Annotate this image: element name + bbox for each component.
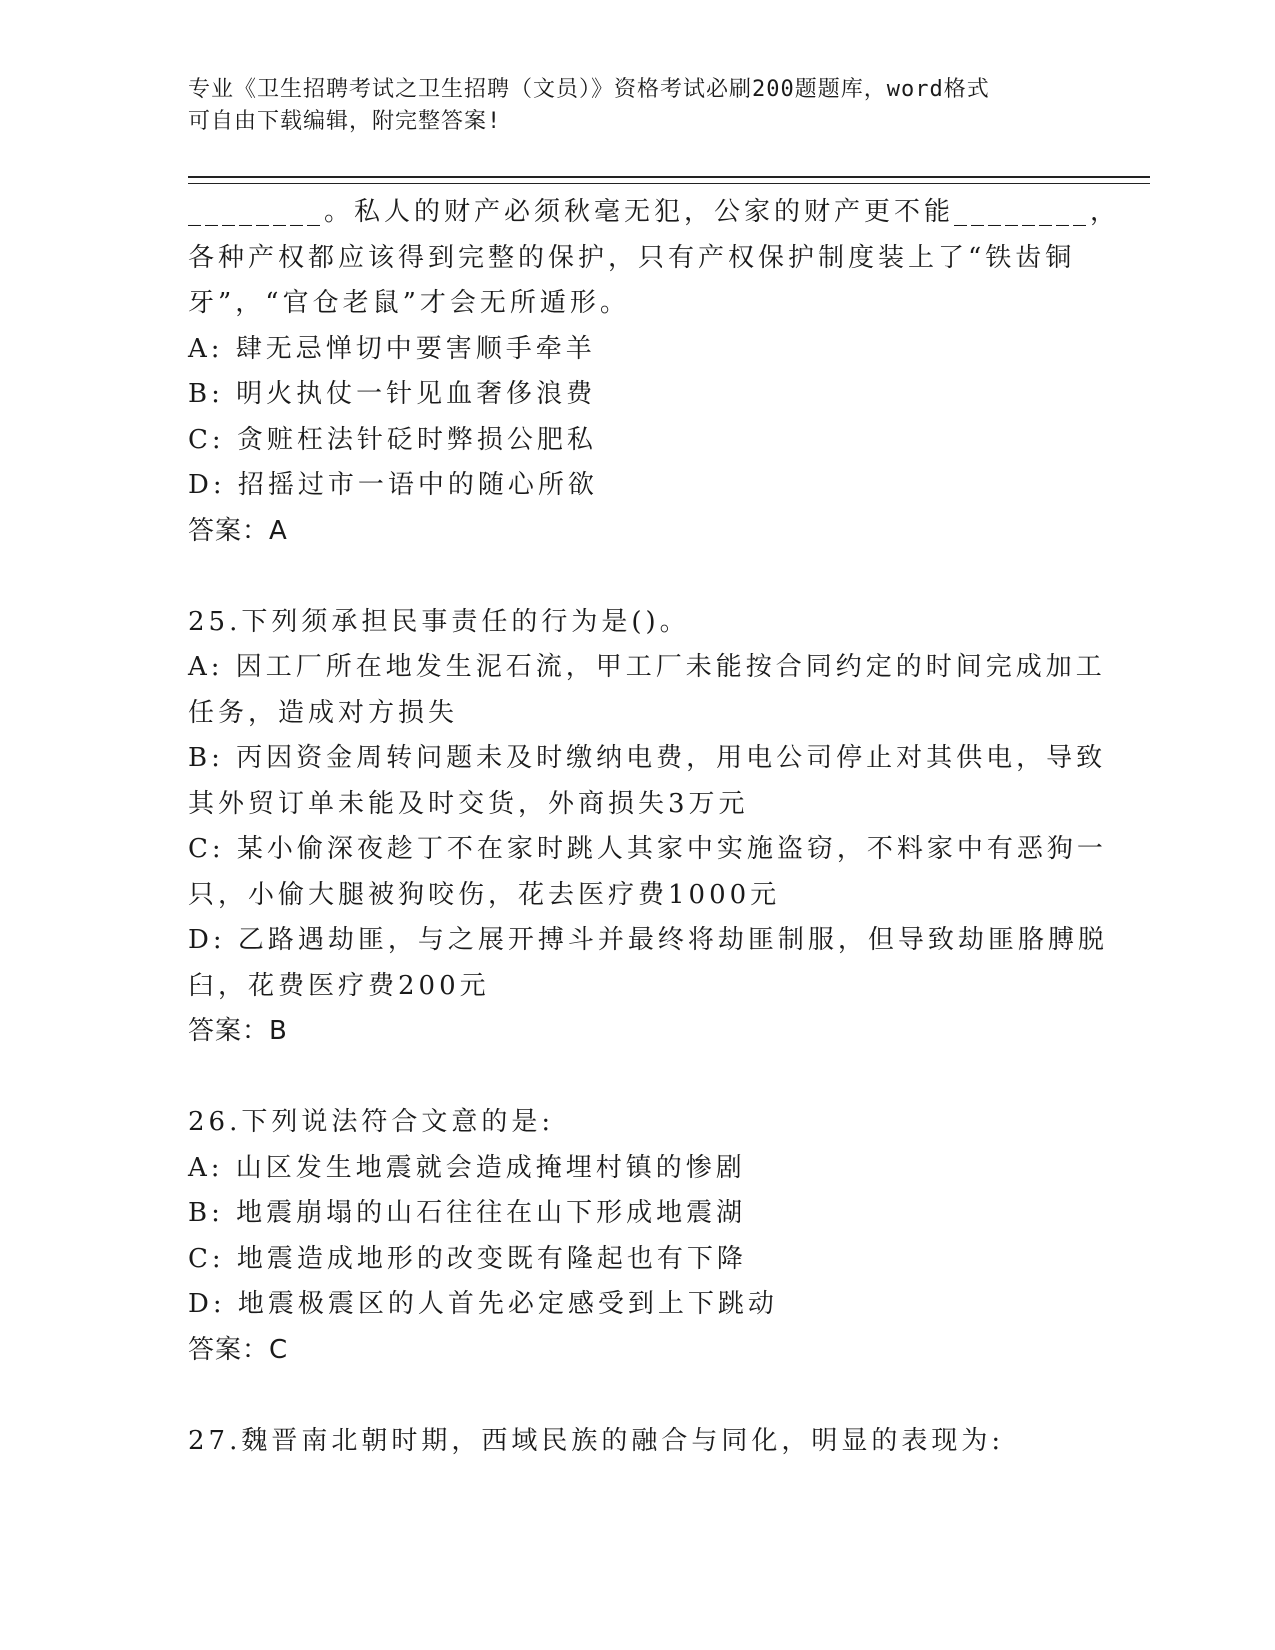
option-b-continued: 其外贸订单未能及时交货，外商损失3万元	[188, 788, 749, 819]
option-b: B: 丙因资金周转问题未及时缴纳电费，用电公司停止对其供电，导致	[188, 743, 1107, 773]
question-stem-line: 26.下列说法符合文意的是:	[188, 1107, 555, 1137]
header-line-2: 可自由下载编辑，附完整答案!	[188, 109, 502, 134]
document-header	[188, 74, 1068, 138]
option-d: D: 乙路遇劫匪，与之展开搏斗并最终将劫匪制服，但导致劫匪胳膊脱	[188, 925, 1108, 955]
option-d: D: 招摇过市一语中的随心所欲	[188, 470, 598, 500]
option-c-continued: 只，小偷大腿被狗咬伤，花去医疗费1000元	[188, 879, 781, 910]
header-divider-thin	[188, 183, 1150, 184]
option-d: D: 地震极震区的人首先必定感受到上下跳动	[188, 1289, 778, 1319]
option-d-continued: 臼，花费医疗费200元	[188, 970, 490, 1001]
option-b: B: 明火执仗一针见血奢侈浪费	[188, 379, 597, 409]
answer-label: 答案：A	[188, 515, 288, 546]
answer-label: 答案：B	[188, 1016, 288, 1046]
question-26	[188, 1100, 1068, 1373]
question-stem-line: ________。私人的财产必须秋毫无犯，公家的财产更不能________，	[188, 197, 1121, 227]
option-a-continued: 任务，造成对方损失	[188, 697, 459, 728]
option-b: B: 地震崩塌的山石往往在山下形成地震湖	[188, 1198, 747, 1228]
option-a: A: 山区发生地震就会造成掩埋村镇的惨剧	[188, 1152, 746, 1183]
question-stem-line: 各种产权都应该得到完整的保护，只有产权保护制度装上了“铁齿铜	[188, 242, 1076, 273]
question-stem-line: 牙”，“官仓老鼠”才会无所遁形。	[188, 288, 630, 318]
option-a: A: 因工厂所在地发生泥石流，甲工厂未能按合同约定的时间完成加工	[188, 652, 1106, 682]
question-stem-line: 25.下列须承担民事责任的行为是()。	[188, 606, 690, 637]
header-line-1: 专业《卫生招聘考试之卫生招聘（文员）》资格考试必刷200题题库，word格式	[188, 77, 990, 102]
option-c: C: 贪赃枉法针砭时弊损公肥私	[188, 424, 597, 455]
option-c: C: 某小偷深夜趁丁不在家时跳人其家中实施盗窃，不料家中有恶狗一	[188, 834, 1107, 864]
document-body	[188, 190, 1121, 1464]
question-stem-line: 27.魏晋南北朝时期，西域民族的融合与同化，明显的表现为:	[188, 1425, 1005, 1456]
question-25	[188, 600, 1108, 1055]
header-divider-thick	[188, 176, 1150, 178]
answer-label: 答案：C	[188, 1334, 289, 1365]
question-24	[188, 190, 1121, 554]
question-27	[188, 1419, 1068, 1465]
option-c: C: 地震造成地形的改变既有隆起也有下降	[188, 1243, 747, 1274]
option-a: A: 肆无忌惮切中要害顺手牵羊	[188, 333, 596, 364]
